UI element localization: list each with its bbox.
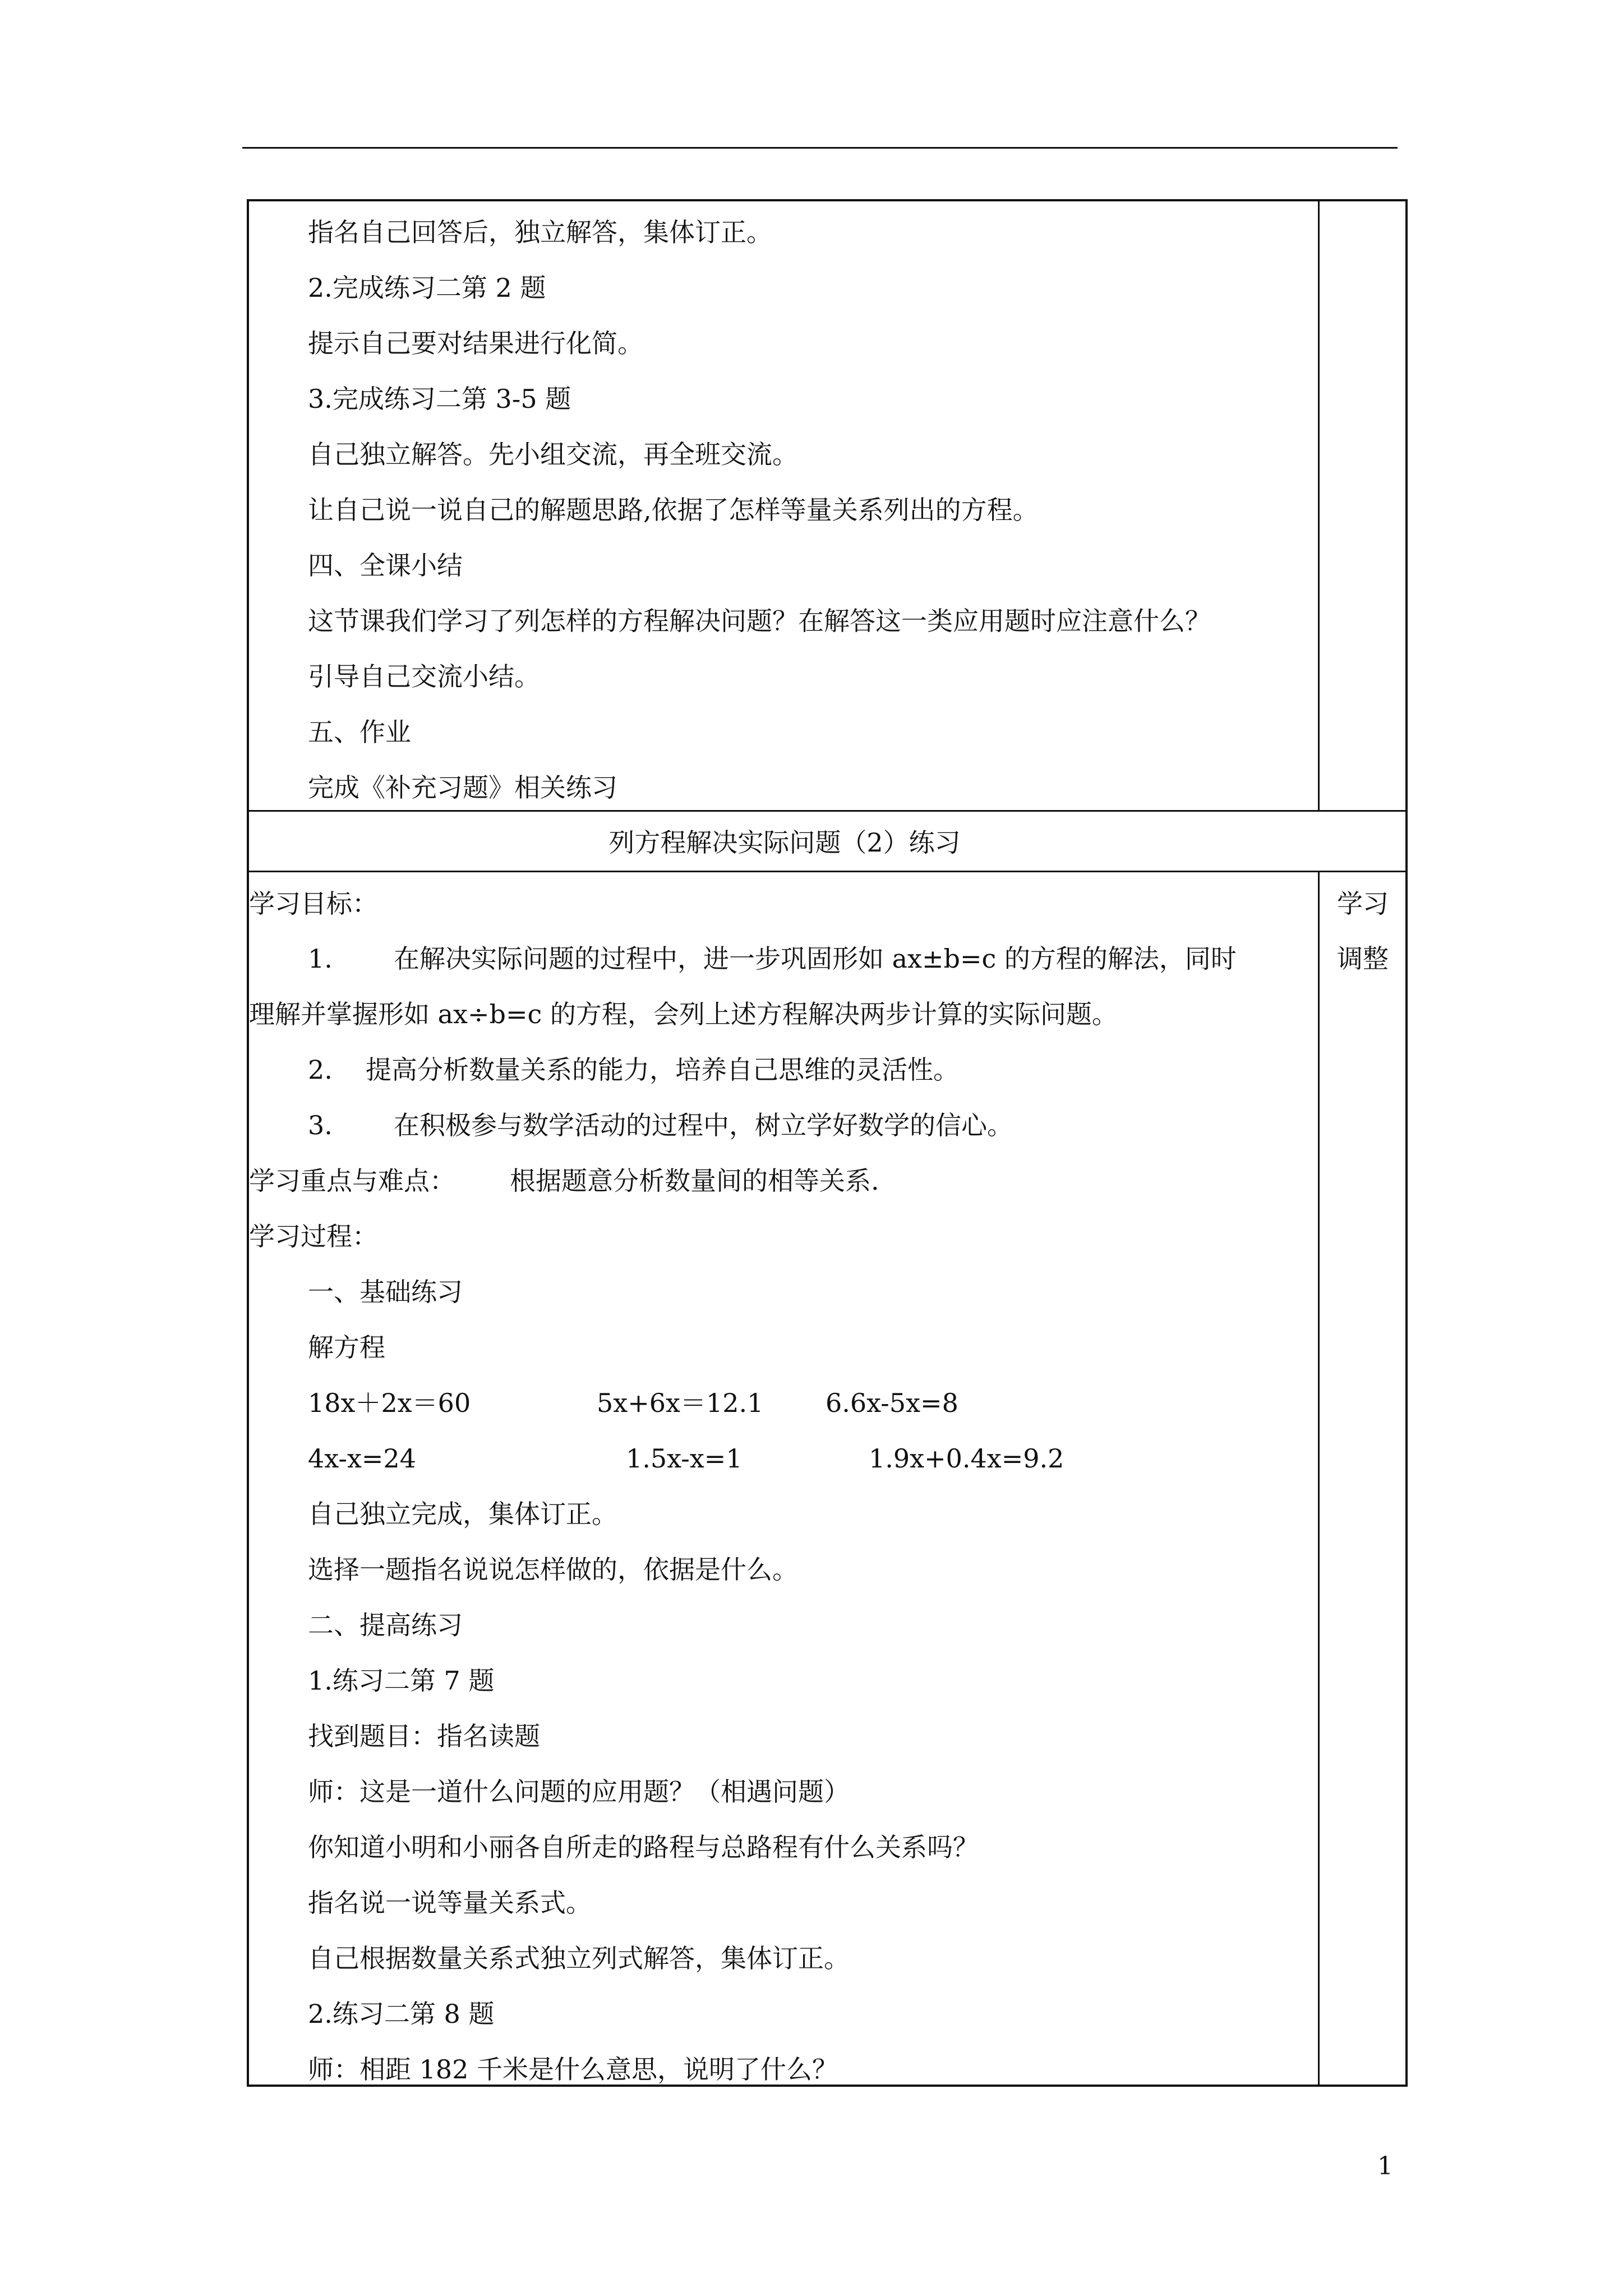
equation: 1.5x-x=1 — [626, 1443, 743, 1474]
section1-line: 指名自己回答后，独立解答，集体订正。 — [308, 217, 772, 247]
basic-heading: 一、基础练习 — [308, 1277, 463, 1307]
process-line: 师：相距 182 千米是什么意思，说明了什么？ — [308, 2054, 838, 2085]
equation: 4x-x=24 — [308, 1443, 416, 1474]
section1-line: 3.完成练习二第 3-5 题 — [308, 384, 571, 414]
process-line: 找到题目：指名读题 — [308, 1721, 540, 1751]
page-number: 1 — [1377, 2152, 1393, 2180]
goal1-number: 1. — [308, 944, 333, 974]
improve-heading: 二、提高练习 — [308, 1610, 463, 1640]
solve-label: 解方程 — [308, 1332, 385, 1363]
key-points-label: 学习重点与难点： — [249, 1166, 455, 1196]
equation: 1.9x+0.4x=9.2 — [869, 1443, 1064, 1474]
section1-line: 自己独立解答。先小组交流，再全班交流。 — [308, 439, 798, 470]
column-divider — [1318, 201, 1320, 811]
equation: 5x+6x＝12.1 — [597, 1388, 764, 1418]
section1-line: 这节课我们学习了列怎样的方程解决问题？在解答这一类应用题时应注意什么？ — [308, 606, 1211, 636]
row-divider-bottom — [249, 871, 1405, 872]
section1-heading: 五、作业 — [308, 717, 411, 747]
goal2-number: 2. — [308, 1055, 333, 1085]
process-line: 师：这是一道什么问题的应用题？（相遇问题） — [308, 1777, 850, 1807]
process-line: 1.练习二第 7 题 — [308, 1665, 495, 1696]
section1-line: 2.完成练习二第 2 题 — [308, 273, 546, 303]
section1-heading: 四、全课小结 — [308, 550, 463, 581]
goal1-text: 在解决实际问题的过程中，进一步巩固形如 ax±b=c 的方程的解法，同时 — [394, 944, 1237, 974]
goal3-text: 在积极参与数学活动的过程中，树立学好数学的信心。 — [394, 1110, 1013, 1140]
process-heading: 学习过程： — [249, 1221, 378, 1251]
goal2-text: 提高分析数量关系的能力，培养自己思维的灵活性。 — [366, 1055, 959, 1085]
equation: 6.6x-5x=8 — [826, 1388, 958, 1418]
side-note-line: 学习 — [1337, 889, 1389, 919]
section1-line: 完成《补充习题》相关练习 — [308, 772, 617, 803]
key-points-text: 根据题意分析数量间的相等关系. — [510, 1166, 879, 1196]
goal3-number: 3. — [308, 1110, 333, 1140]
goals-heading: 学习目标： — [249, 889, 378, 919]
column-divider-lower — [1318, 872, 1320, 2087]
process-line: 选择一题指名说说怎样做的，依据是什么。 — [308, 1554, 798, 1585]
section1-line: 让自己说一说自己的解题思路,依据了怎样等量关系列出的方程。 — [308, 495, 1039, 525]
lesson-table — [247, 199, 1408, 2087]
process-line: 自己独立完成，集体订正。 — [308, 1499, 617, 1529]
process-line: 自己根据数量关系式独立列式解答，集体订正。 — [308, 1943, 850, 1973]
section2-title: 列方程解决实际问题（2）练习 — [608, 827, 961, 858]
process-line: 2.练习二第 8 题 — [308, 1999, 495, 2029]
goal1-text-cont: 理解并掌握形如 ax÷b=c 的方程，会列上述方程解决两步计算的实际问题。 — [249, 999, 1118, 1029]
section1-line: 提示自己要对结果进行化简。 — [308, 328, 643, 358]
header-rule — [242, 147, 1398, 149]
process-line: 你知道小明和小丽各自所走的路程与总路程有什么关系吗？ — [308, 1832, 979, 1862]
row-divider-top — [249, 810, 1405, 812]
process-line: 指名说一说等量关系式。 — [308, 1888, 592, 1918]
section1-line: 引导自己交流小结。 — [308, 661, 540, 692]
equation: 18x＋2x＝60 — [308, 1388, 471, 1418]
side-note-line: 调整 — [1337, 944, 1389, 974]
